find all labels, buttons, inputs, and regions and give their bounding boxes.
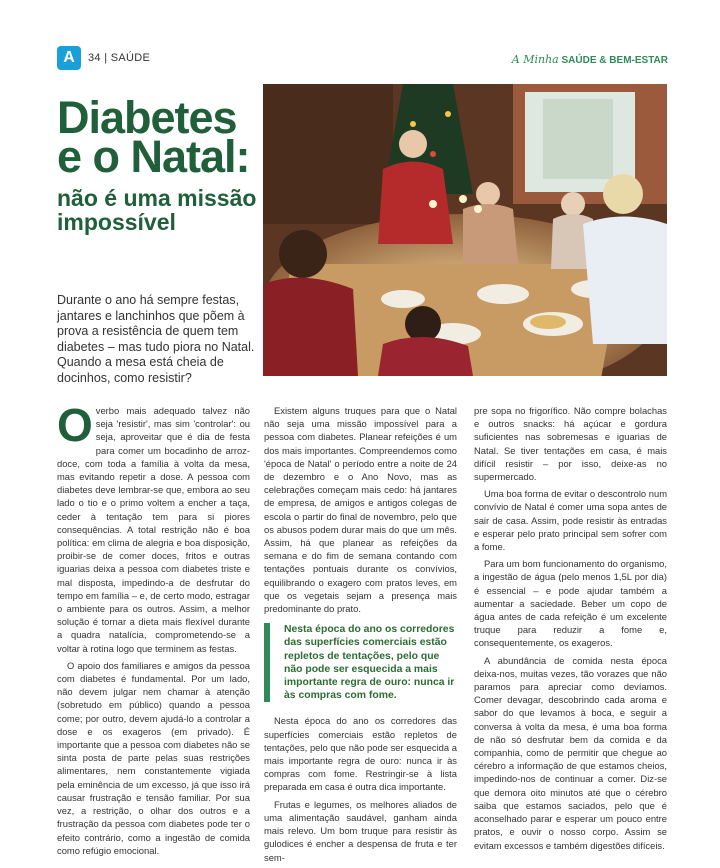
paragraph: Existem alguns truques para que o Natal não seja uma missão impossível para a pessoa com diabetes. Planear refeições é um dos mais importantes. Compreendemos como 'época de Natal' o período entre a noite de 24 de dezembro e o Ano Novo, mas as celebrações começam mais cedo: há jantares de empresa, de amigos e antigos colegas de escola o partir do final de novembro, pelo que os abusos podem durar mais do que um mês. Assim, há que planear as refeições da semana e do fim de semana contando com tentações pontuais durante os convívios, equilibrando o exagero com pratos leves, em que os vegetais sejam a presença mais predominante do prato. <box>264 405 457 615</box>
paragraph: Uma boa forma de evitar o descontrolo num convívio de Natal é comer uma sopa antes de sair de casa. Assim, pode resistir às entradas e esperar pelo prato principal sem sofrer com a fome. <box>474 488 667 553</box>
paragraph: Nesta época do ano os corredores das superfícies comerciais estão repletos de tentações, pelo que não pode ser esquecida a mais importante regra de ouro: nunca ir às compras com fome. Restringir-se à lista preparada em casa é outra dica importante. <box>264 715 457 793</box>
paragraph: O apoio dos familiares e amigos da pessoa com diabetes é fundamental. Por um lado, não devem julgar nem chamar à atenção (sobretudo em público) quando a pessoa come; por outro, devem ajudá-lo a controlar a dose e os exageros (em privado). É importante que a pessoa com diabetes não se sinta posta de parte pelas suas restrições alimentares, nem constantemente vigiada pela eminência de um excesso, já que isso irá causar frustração e tensão familiar. Por sua vez, a restrição, o olhar dos outros e a frustração da pessoa com diabetes pode ter o efeito contrário, como a ingestão de comida como refúgio emocional. <box>57 659 250 856</box>
brand-script: A Minha <box>511 53 559 66</box>
paragraph: A abundância de comida nesta época deixa-nos, muitas vezes, tão vorazes que não paramos para apreciar como devíamos. Comer devagar, descobrindo cada aroma e sabor do que levamos à boca, e seguir a conversa à volta da mesa, é uma boa forma de não só desfrutar bem da comida e da companhia, como de permitir que chegue ao cérebro a informação de que estamos cheios, impedindo-nos de continuar a comer. Diz-se que demora oito minutos até que o cérebro saiba que estamos saciados, pelo que é aconselhado parar e esperar um pouco entre pratos, e ouvir o nosso corpo. Assim se evitam excessos e também digestões difíceis. <box>474 654 667 851</box>
drop-cap: O <box>57 399 93 451</box>
article-subtitle: não é uma missão impossível <box>57 185 257 235</box>
pull-quote: Nesta época do ano os corredores das superfícies comerciais estão repletos de tentações, pelo que não pode ser esquecida a mais importante regra de ouro: nunca ir às compras com fome. <box>264 623 457 702</box>
page-number-section: 34 | SAÚDE <box>88 52 151 64</box>
article-lead: Durante o ano há sempre festas, jantares e lanchinhos que põem à prova a resistência de quem tem diabetes – mas tudo piora no Natal. Quando a mesa está cheia de docinhos, como resistir? <box>57 293 255 385</box>
photo-illustration <box>263 84 667 376</box>
paragraph <box>57 399 250 655</box>
brand-section: SAÚDE & BEM-ESTAR <box>561 55 668 66</box>
text-column-1 <box>57 399 250 861</box>
title-line-1: Diabetes <box>57 92 237 143</box>
article-title <box>57 92 262 182</box>
text-column-3 <box>474 404 667 856</box>
brand-logo: A <box>57 46 81 70</box>
family-christmas-dinner-photo <box>263 84 667 376</box>
paragraph: Para um bom funcionamento do organismo, a ingestão de água (pelo menos 1,5L por dia) é essencial – e pode ajudar também a aumentar a saciedade. Beber um copo de água antes de cada refeição é um excelente truque para reduzir a fome e, consequentemente, os exageros. <box>474 558 667 649</box>
title-line-2: e o Natal: <box>57 131 250 182</box>
text-column-2 <box>264 404 457 868</box>
magazine-brand <box>512 53 668 66</box>
paragraph-text: verbo mais adequado talvez não seja 'resistir', mas sim 'controlar': ou seja, aproveitar que é dia de festa para comer um bocadinho de arroz-doce, com toda a família à volta da mesa, mas evitando repetir a dose. A pessoa com diabetes deve lembrar-se que, embora ao seu lado o tio e o primo voltem a encher a taça, ceder à tentação tem para si piores consequências. A total restrição não é boa política: em clima de alegria e boa disposição, proibir-se de comer doces, fritos e outras iguarias deixa a pessoa com diabetes triste e mal disposta, impedindo-a de desfrutar do tempo em família – e, de certo modo, estragar o ambiente para os outros. Assim, a melhor solução é tornar a dieta mais flexível durante a quadra natalícia, comprometendo-se a voltar à rotina logo que terminem as festas. <box>57 405 250 654</box>
paragraph: Frutas e legumes, os melhores aliados de uma alimentação saudável, ganham ainda mais relevo. Um bom truque para resistir às gulodices é encher a despensa de fruta e ter sem- <box>264 798 457 863</box>
paragraph: pre sopa no frigorífico. Não compre bolachas e outros snacks: há açúcar e gordura suficientes nas sobremesas e iguarias de Natal. Se tiver tentações em casa, é mais difícil resistir – por isso, deixe-as no supermercado. <box>474 405 667 483</box>
